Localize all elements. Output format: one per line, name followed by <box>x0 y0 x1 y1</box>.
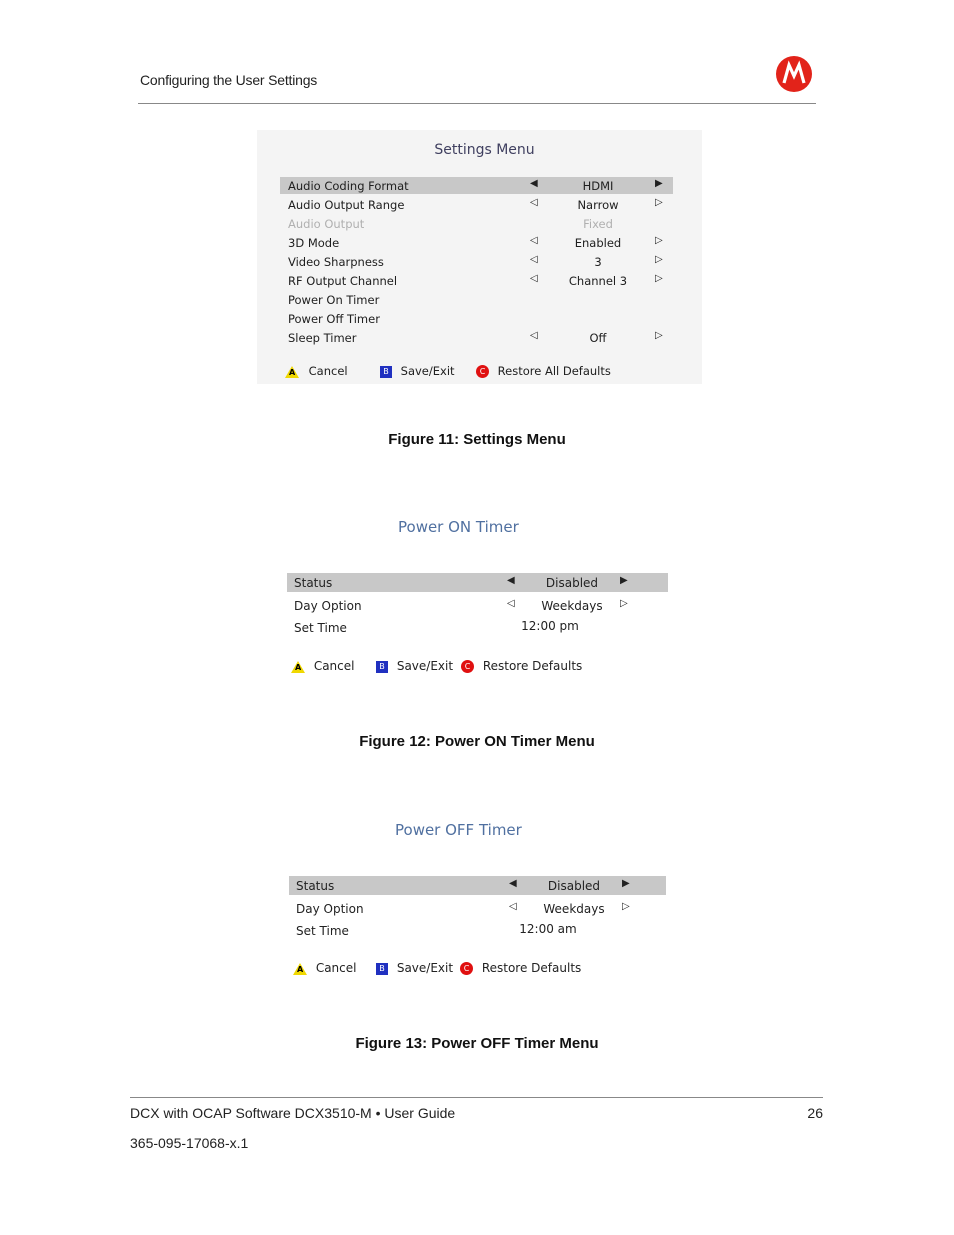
figure-11-caption: Figure 11: Settings Menu <box>388 431 566 448</box>
left-arrow-icon[interactable]: ◁ <box>530 254 538 265</box>
figure-12-caption: Figure 12: Power ON Timer Menu <box>359 733 595 750</box>
settings-row-label: Video Sharpness <box>288 255 384 269</box>
left-arrow-icon[interactable]: ◁ <box>509 901 517 912</box>
cancel-button[interactable] <box>293 961 356 975</box>
settings-row-label: RF Output Channel <box>288 274 398 288</box>
left-arrow-icon[interactable]: ◁ <box>530 273 538 284</box>
b-key-icon: B <box>380 366 392 378</box>
timer-row[interactable] <box>287 573 668 592</box>
right-arrow-icon[interactable]: ▷ <box>655 254 663 265</box>
right-arrow-icon[interactable]: ▷ <box>620 598 628 609</box>
timer-row-value: Disabled <box>547 879 601 893</box>
c-key-icon: C <box>460 962 473 975</box>
settings-row-label: Sleep Timer <box>288 331 357 345</box>
left-arrow-icon[interactable]: ◁ <box>530 235 538 246</box>
power-on-timer-screenshot <box>287 518 687 673</box>
restore-all-defaults-button[interactable] <box>476 364 611 378</box>
right-arrow-icon[interactable]: ▷ <box>655 235 663 246</box>
settings-row-value: 3 <box>594 255 602 269</box>
b-key-icon: B <box>376 963 388 975</box>
timer-row[interactable] <box>289 899 670 918</box>
settings-row <box>280 215 673 232</box>
timer-row-value: Disabled <box>545 576 599 590</box>
figure-13-caption: Figure 13: Power OFF Timer Menu <box>355 1035 599 1052</box>
settings-row[interactable] <box>280 253 673 270</box>
settings-menu-screenshot <box>257 130 702 384</box>
settings-row-label: Audio Coding Format <box>288 179 409 193</box>
timer-row[interactable] <box>287 596 668 615</box>
timer-row-label: Set Time <box>296 924 349 938</box>
left-arrow-icon[interactable]: ◁ <box>507 598 515 609</box>
timer-row-value: 12:00 pm <box>521 619 579 633</box>
left-arrow-icon[interactable]: ◀ <box>509 878 517 889</box>
left-arrow-icon[interactable]: ◀ <box>530 178 538 189</box>
settings-row-value: HDMI <box>582 179 614 193</box>
right-arrow-icon[interactable]: ▷ <box>655 197 663 208</box>
running-header: Configuring the User Settings <box>140 72 318 88</box>
timer-row[interactable] <box>287 618 668 637</box>
restore-defaults-button[interactable] <box>460 961 581 975</box>
c-key-icon: C <box>476 365 489 378</box>
settings-row[interactable] <box>280 329 673 346</box>
save-exit-button[interactable] <box>376 961 453 975</box>
restore-all-defaults-label: Restore All Defaults <box>497 364 611 378</box>
header-divider <box>138 103 816 104</box>
settings-row[interactable] <box>280 196 673 213</box>
settings-row[interactable] <box>280 291 673 308</box>
settings-row-label: Audio Output <box>288 217 365 231</box>
timer-row-value: Weekdays <box>541 599 603 613</box>
a-key-icon: A <box>293 963 307 975</box>
timer-row-label: Day Option <box>294 599 362 613</box>
restore-defaults-label: Restore Defaults <box>481 961 582 975</box>
power-off-timer-screenshot <box>289 821 689 975</box>
timer-row-label: Status <box>296 879 335 893</box>
restore-defaults-label: Restore Defaults <box>482 659 583 673</box>
a-key-icon: A <box>291 661 305 673</box>
footer-product-title: DCX with OCAP Software DCX3510-M • User Guide <box>130 1105 456 1121</box>
settings-row-value: Fixed <box>583 217 613 231</box>
cancel-button[interactable] <box>291 659 354 673</box>
settings-row-label: Power Off Timer <box>288 312 380 326</box>
right-arrow-icon[interactable]: ▷ <box>655 330 663 341</box>
save-exit-label: Save/Exit <box>396 961 454 975</box>
timer-row[interactable] <box>289 921 670 940</box>
left-arrow-icon[interactable]: ◁ <box>530 197 538 208</box>
page-number: 26 <box>807 1105 823 1121</box>
settings-row-value: Enabled <box>574 236 622 250</box>
footer-divider <box>130 1097 823 1098</box>
save-exit-label: Save/Exit <box>396 659 454 673</box>
power-off-timer-title: Power OFF Timer <box>395 821 522 839</box>
right-arrow-icon[interactable]: ▷ <box>622 901 630 912</box>
right-arrow-icon[interactable]: ▶ <box>655 178 663 189</box>
right-arrow-icon[interactable]: ▶ <box>620 575 628 586</box>
timer-row-value: Weekdays <box>543 902 605 916</box>
settings-row-value: Off <box>589 331 607 345</box>
document-number: 365-095-17068-x.1 <box>130 1135 249 1151</box>
cancel-label: Cancel <box>308 364 348 378</box>
save-exit-button[interactable] <box>380 364 455 378</box>
timer-row-label: Set Time <box>294 621 347 635</box>
a-key-icon: A <box>285 366 299 378</box>
settings-row[interactable] <box>280 177 673 194</box>
cancel-label: Cancel <box>313 659 355 673</box>
settings-row[interactable] <box>280 272 673 289</box>
settings-row-value: Channel 3 <box>568 274 628 288</box>
b-key-icon: B <box>376 661 388 673</box>
settings-row-label: 3D Mode <box>288 236 340 250</box>
save-exit-button[interactable] <box>376 659 453 673</box>
restore-defaults-button[interactable] <box>461 659 582 673</box>
cancel-label: Cancel <box>315 961 357 975</box>
left-arrow-icon[interactable]: ◁ <box>530 330 538 341</box>
settings-row-value: Narrow <box>577 198 619 212</box>
settings-row-label: Audio Output Range <box>288 198 405 212</box>
settings-menu-title: Settings Menu <box>434 142 535 158</box>
cancel-button[interactable] <box>285 364 348 378</box>
settings-row[interactable] <box>280 310 673 327</box>
power-on-timer-title: Power ON Timer <box>398 518 519 536</box>
timer-row[interactable] <box>289 876 666 895</box>
left-arrow-icon[interactable]: ◀ <box>507 575 515 586</box>
save-exit-label: Save/Exit <box>400 364 455 378</box>
settings-row-label: Power On Timer <box>288 293 380 307</box>
right-arrow-icon[interactable]: ▷ <box>655 273 663 284</box>
timer-row-label: Status <box>294 576 333 590</box>
settings-row[interactable] <box>280 234 673 251</box>
timer-row-label: Day Option <box>296 902 364 916</box>
timer-row-value: 12:00 am <box>519 922 577 936</box>
c-key-icon: C <box>461 660 474 673</box>
right-arrow-icon[interactable]: ▶ <box>622 878 630 889</box>
motorola-logo-icon <box>776 56 812 92</box>
